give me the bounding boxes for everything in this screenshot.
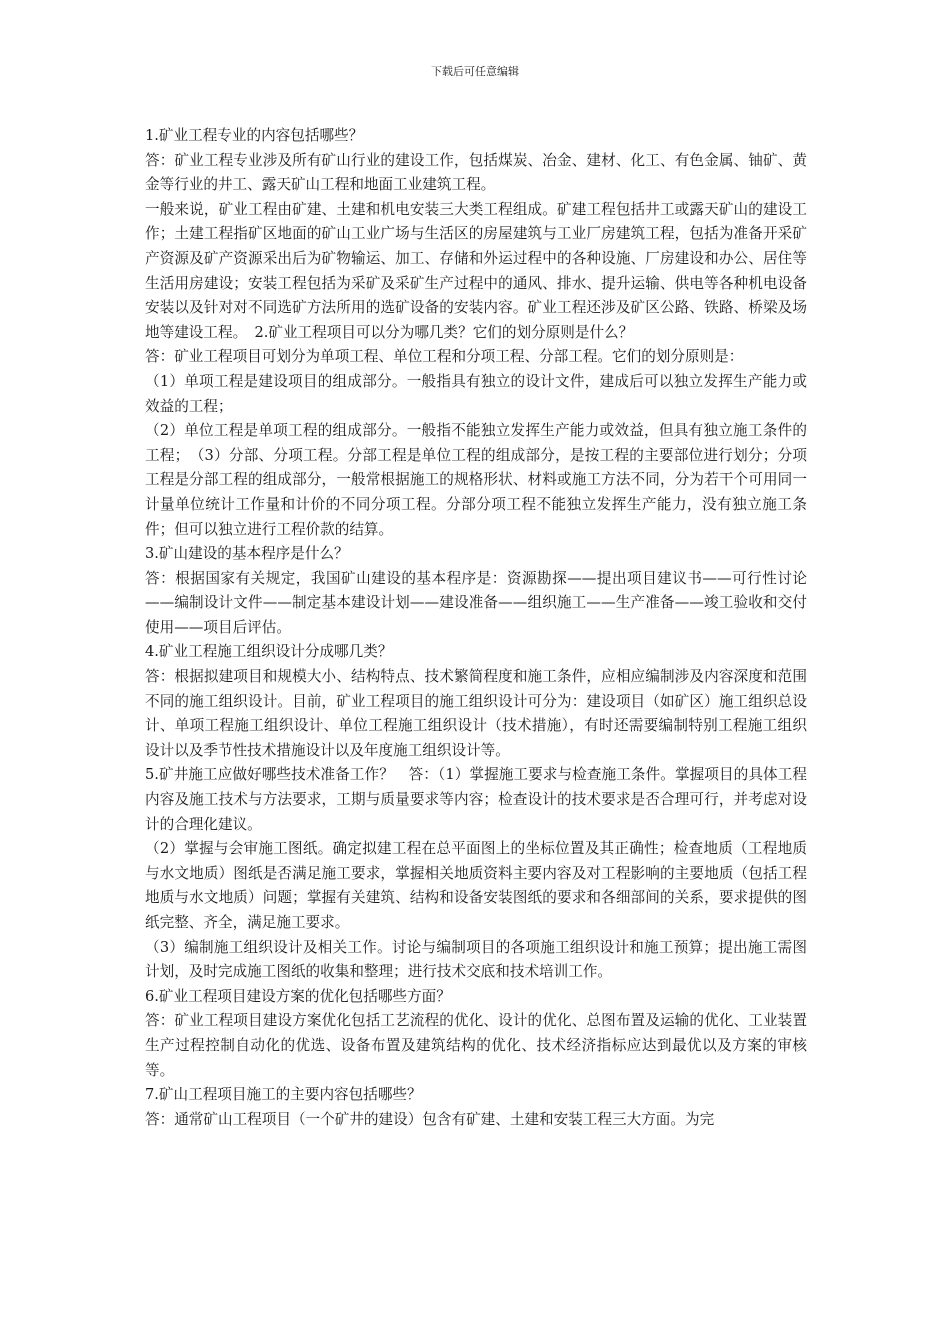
page-header: 下载后可任意编辑 xyxy=(431,65,519,78)
answer-4: 答：根据拟建项目和规模大小、结构特点、技术繁简程度和施工条件，应相应编制涉及内容深度和范围不同的施工组织设计。目前，矿业工程项目的施工组织设计可分为：建设项目（如矿区）施工组织总设计、单项工程施工组织设计、单位工程施工组织设计（技术措施），有时还需要编制特别工程施工组织设计以及季节性技术措施设计以及年度施工组织设计等。 xyxy=(145,668,807,759)
answer-2: 答：矿业工程项目可划分为单项工程、单位工程和分项工程、分部工程。它们的划分原则是： xyxy=(145,348,744,366)
answer-2-item-1: （1）单项工程是建设项目的组成部分。一般指具有独立的设计文件，建成后可以独立发挥生产能力或效益的工程； xyxy=(145,372,807,415)
answer-5-item-3: （3）编制施工组织设计及相关工作。讨论与编制项目的各项施工组织设计和施工预算；提出施工需图计划，及时完成施工图纸的收集和整理；进行技术交底和技术培训工作。 xyxy=(145,938,807,981)
question-5-answer-item-1: 5.矿井施工应做好哪些技术准备工作？ 答：（1）掌握施工要求与检查施工条件。掌握项目的具体工程内容及施工技术与方法要求，工期与质量要求等内容；检查设计的技术要求是否合理可行，并考虑对设计的合理化建议。 xyxy=(145,766,807,833)
answer-3: 答：根据国家有关规定，我国矿山建设的基本程序是：资源勘探——提出项目建议书——可行性讨论——编制设计文件——制定基本建设计划——建设准备——组织施工——生产准备——竣工验收和交付使用——项目后评估。 xyxy=(145,569,807,636)
answer-2-item-2-3: （2）单位工程是单项工程的组成部分。一般指不能独立发挥生产能力或效益，但具有独立施工条件的工程； （3）分部、分项工程。分部工程是单位工程的组成部分，是按工程的主要部位进行划分；分项工程是分部工程的组成部分，一般常根据施工的规格形状、材料或施工方法不同，分为若干个可用同一计量单位统计工作量和计价的不同分项工程。分部分项工程不能独立发挥生产能力，没有独立施工条件；但可以独立进行工程价款的结算。 xyxy=(145,422,807,538)
answer-6: 答：矿业工程项目建设方案优化包括工艺流程的优化、设计的优化、总图布置及运输的优化、工业装置生产过程控制自动化的优选、设备布置及建筑结构的优化、技术经济指标应达到最优以及方案的审核等。 xyxy=(145,1012,807,1079)
question-3: 3.矿山建设的基本程序是什么？ xyxy=(145,545,349,563)
question-7: 7.矿山工程项目施工的主要内容包括哪些？ xyxy=(145,1086,422,1104)
question-1: 1.矿业工程专业的内容包括哪些？ xyxy=(145,127,364,144)
answer-7: 答：通常矿山工程项目（一个矿井的建设）包含有矿建、土建和安装工程三大方面。为完 xyxy=(145,1110,715,1128)
question-6: 6.矿业工程项目建设方案的优化包括哪些方面？ xyxy=(145,987,451,1005)
question-4: 4.矿业工程施工组织设计分成哪几类？ xyxy=(145,643,393,661)
document-body xyxy=(145,124,807,1132)
answer-1: 答：矿业工程专业涉及所有矿山行业的建设工作，包括煤炭、冶金、建材、化工、有色金属、铀矿、黄金等行业的井工、露天矿山工程和地面工业建筑工程。 xyxy=(145,151,807,194)
answer-5-item-2: （2）掌握与会审施工图纸。确定拟建工程在总平面图上的坐标位置及其正确性；检查地质（工程地质与水文地质）图纸是否满足施工要求，掌握相关地质资料主要内容及对工程影响的主要地质（包括工程地质与水文地质）问题；掌握有关建筑、结构和设备安装图纸的要求和各细部间的关系，要求提供的图纸完整、齐全，满足施工要求。 xyxy=(145,840,807,931)
answer-1-detail: 一般来说，矿业工程由矿建、土建和机电安装三大类工程组成。矿建工程包括井工或露天矿山的建设工作；土建工程指矿区地面的矿山工业广场与生活区的房屋建筑与工业厂房建筑工程，包括为准备开采矿产资源及矿产资源采出后为矿物输运、加工、存储和外运过程中的各种设施、厂房建设和办公、居住等生活用房建设；安装工程包括为采矿及采矿生产过程中的通风、排水、提升运输、供电等各种机电设备安装以及针对对不同选矿方法所用的选矿设备的安装内容。矿业工程还涉及矿区公路、铁路、桥梁及场地等建设工程。 2.矿业工程项目可以分为哪几类？它们的划分原则是什么？ xyxy=(145,200,807,341)
